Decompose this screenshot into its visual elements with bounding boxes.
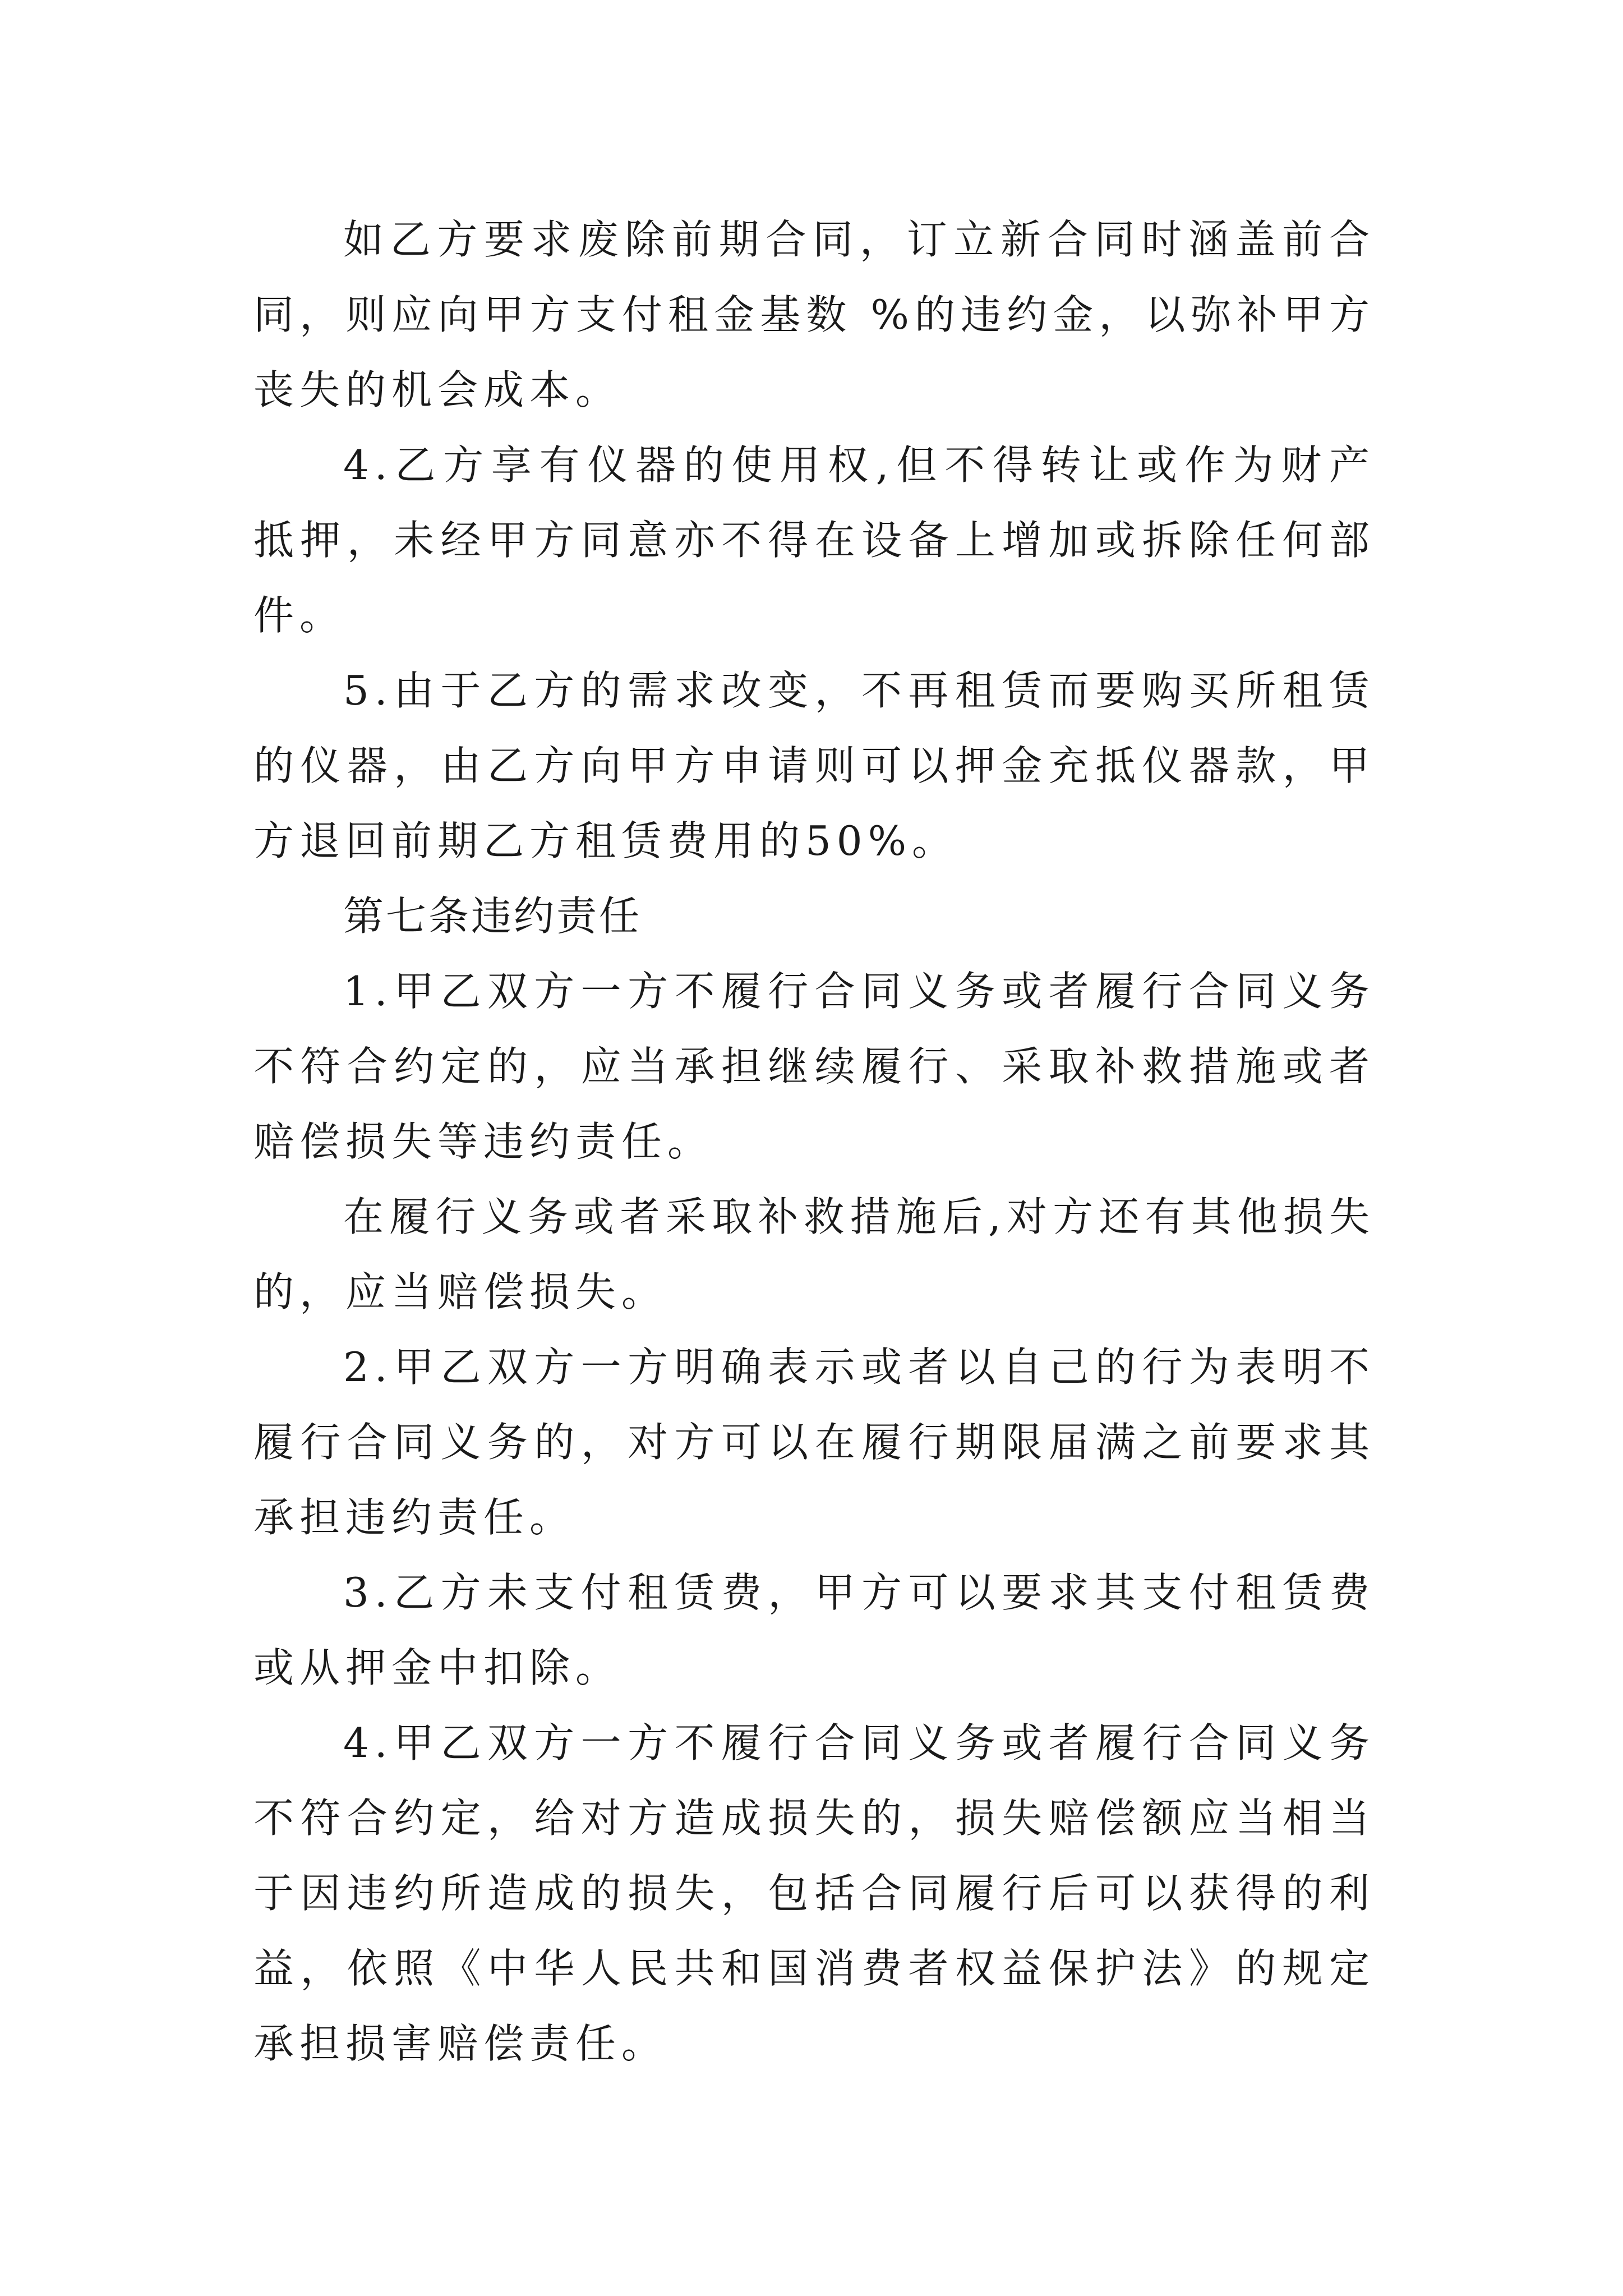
paragraph-clause-5-purchase: 5.由于乙方的需求改变，不再租赁而要购买所租赁的仪器，由乙方向甲方申请则可以押金充抵仪器款，甲方退回前期乙方租赁费用的50%。 bbox=[253, 667, 1375, 864]
paragraph-liability-4: 4.甲乙双方一方不履行合同义务或者履行合同义务不符合约定，给对方造成损失的，损失赔偿额应当相当于因违约所造成的损失，包括合同履行后可以获得的利益，依照《中华人民共和国消费者权益保护法》的规定承担损害赔偿责任。 bbox=[253, 1719, 1375, 2067]
paragraph-liability-1-continued: 在履行义务或者采取补救措施后,对方还有其他损失的，应当赔偿损失。 bbox=[253, 1193, 1375, 1315]
paragraph-liability-2: 2.甲乙双方一方明确表示或者以自己的行为表明不履行合同义务的，对方可以在履行期限届满之前要求其承担违约责任。 bbox=[253, 1343, 1375, 1541]
paragraph-breach-penalty: 如乙方要求废除前期合同，订立新合同时涵盖前合同，则应向甲方支付租金基数 %的违约金，以弥补甲方丧失的机会成本。 bbox=[253, 216, 1375, 413]
paragraph-liability-3: 3.乙方未支付租赁费，甲方可以要求其支付租赁费或从押金中扣除。 bbox=[253, 1569, 1375, 1691]
paragraph-liability-1: 1.甲乙双方一方不履行合同义务或者履行合同义务不符合约定的，应当承担继续履行、采取补救措施或者赔偿损失等违约责任。 bbox=[253, 968, 1375, 1165]
paragraph-clause-4-usage-rights: 4.乙方享有仪器的使用权,但不得转让或作为财产抵押，未经甲方同意亦不得在设备上增加或拆除任何部件。 bbox=[253, 441, 1375, 639]
document-body bbox=[253, 202, 1375, 2081]
section-heading-article-7: 第七条违约责任 bbox=[343, 892, 642, 940]
